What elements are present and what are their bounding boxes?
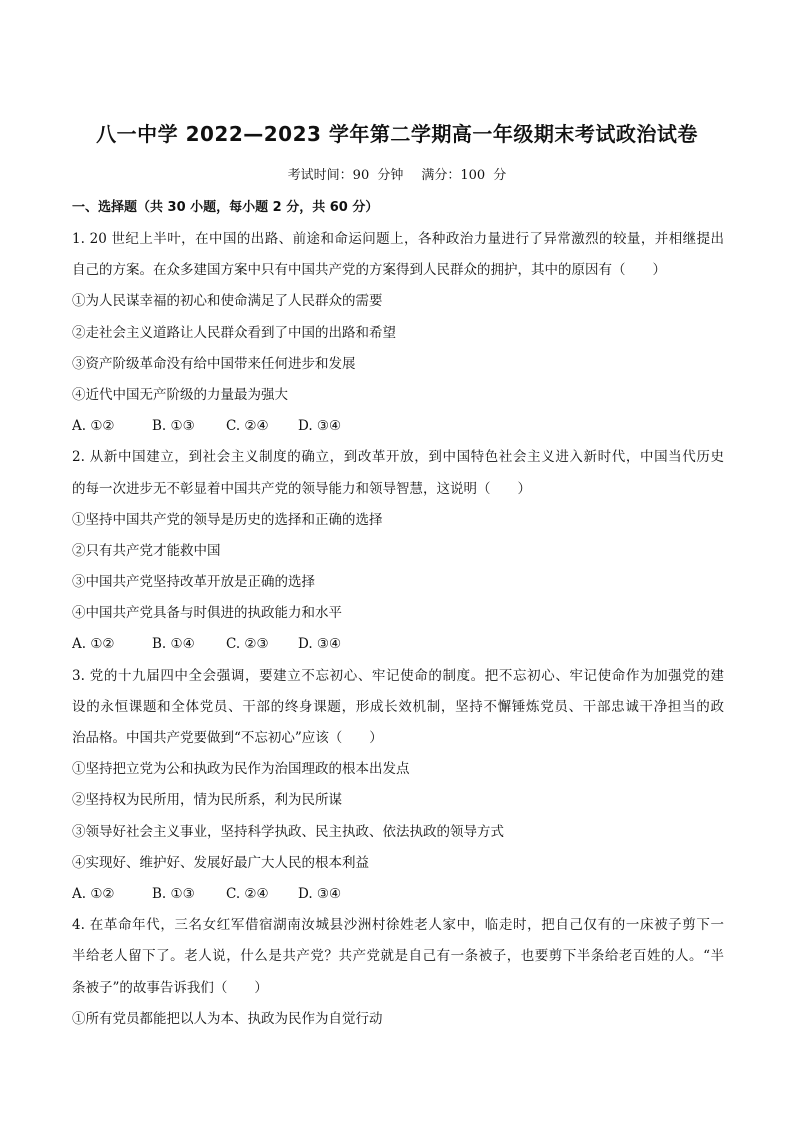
question-stem-line: 4. 在革命年代，三名女红军借宿湖南汝城县沙洲村徐姓老人家中，临走时，把自己仅有的一床被子剪下一: [72, 917, 724, 934]
answer-choice-a: A. ①②: [72, 636, 115, 653]
question-stem-line: 3. 党的十九届四中全会强调，要建立不忘初心、牢记使命的制度。把不忘初心、牢记使命作为加强党的建: [72, 667, 724, 684]
question-option: ②只有共产党才能救中国: [72, 542, 221, 559]
question-option: ④中国共产党具备与时俱进的执政能力和水平: [72, 605, 342, 622]
answer-choice-d: D. ③④: [298, 636, 342, 653]
question-stem-line: 1. 20 世纪上半叶，在中国的出路、前途和命运问题上，各种政治力量进行了异常激烈的较量，并相继提出: [72, 231, 724, 247]
question-stem-line: 治品格。中国共产党要做到“不忘初心”应该（ ）: [72, 730, 383, 746]
exam-time: 考试时间：90 分钟: [287, 168, 404, 183]
answer-choice-d: D. ③④: [298, 885, 342, 902]
question-option: ③资产阶级革命没有给中国带来任何进步和发展: [72, 355, 356, 372]
questions-body: [72, 224, 724, 1035]
question-stem-line: 条被子”的故事告诉我们（ ）: [72, 979, 268, 996]
answer-choice-a: A. ①②: [72, 418, 115, 435]
question-option: ④近代中国无产阶级的力量最为强大: [72, 386, 288, 403]
question-option: ④实现好、维护好、发展好最广大人民的根本利益: [72, 854, 369, 871]
question-option: ②坚持权为民所用，情为民所系，利为民所谋: [72, 792, 342, 809]
question-1: [72, 224, 724, 442]
question-stem-line: 设的永恒课题和全体党员、干部的终身课题，形成长效机制，坚持不懈锤炼党员、干部忠诚干净担当的政: [72, 698, 724, 715]
section-heading: 一、选择题（共 30 小题，每小题 2 分，共 60 分）: [72, 200, 379, 215]
question-stem-line: 2. 从新中国建立，到社会主义制度的确立，到改革开放，到中国特色社会主义进入新时代，中国当代历史: [72, 449, 724, 466]
question-option: ①坚持中国共产党的领导是历史的选择和正确的选择: [72, 511, 383, 528]
answer-choice-a: A. ①②: [72, 885, 115, 902]
question-2: [72, 442, 724, 660]
answer-choices: [72, 879, 724, 910]
answer-choice-d: D. ③④: [298, 418, 342, 435]
question-stem-line: 的每一次进步无不彰显着中国共产党的领导能力和领导智慧，这说明（ ）: [72, 480, 531, 497]
answer-choice-b: B. ①③: [152, 418, 195, 435]
answer-choice-b: B. ①④: [152, 636, 195, 653]
exam-info: [0, 164, 794, 183]
question-option: ③领导好社会主义事业，坚持科学执政、民主执政、依法执政的领导方式: [72, 823, 504, 840]
question-option: ②走社会主义道路让人民群众看到了中国的出路和希望: [72, 324, 396, 341]
question-3: [72, 661, 724, 911]
answer-choice-b: B. ①③: [152, 885, 195, 902]
question-option: ①所有党员都能把以人为本、执政为民作为自觉行动: [72, 1010, 383, 1027]
question-4: [72, 910, 724, 1035]
answer-choice-c: C. ②④: [226, 418, 269, 435]
question-stem-line: 半给老人留下了。老人说，什么是共产党？共产党就是自己有一条被子，也要剪下半条给老百姓的人。“半: [72, 948, 724, 965]
question-option: ①坚持把立党为公和执政为民作为治国理政的根本出发点: [72, 761, 410, 778]
answer-choice-c: C. ②④: [226, 885, 269, 902]
answer-choice-c: C. ②③: [226, 636, 269, 653]
answer-choices: [72, 411, 724, 442]
full-score: 满分：100 分: [421, 168, 507, 183]
answer-choices: [72, 629, 724, 660]
question-option: ③中国共产党坚持改革开放是正确的选择: [72, 574, 315, 591]
question-stem-line: 自己的方案。在众多建国方案中只有中国共产党的方案得到人民群众的拥护，其中的原因有（ ）: [72, 262, 666, 279]
page-title: 八一中学 2022—2023 学年第二学期高一年级期末考试政治试卷: [96, 122, 698, 146]
question-option: ①为人民谋幸福的初心和使命满足了人民群众的需要: [72, 293, 383, 310]
